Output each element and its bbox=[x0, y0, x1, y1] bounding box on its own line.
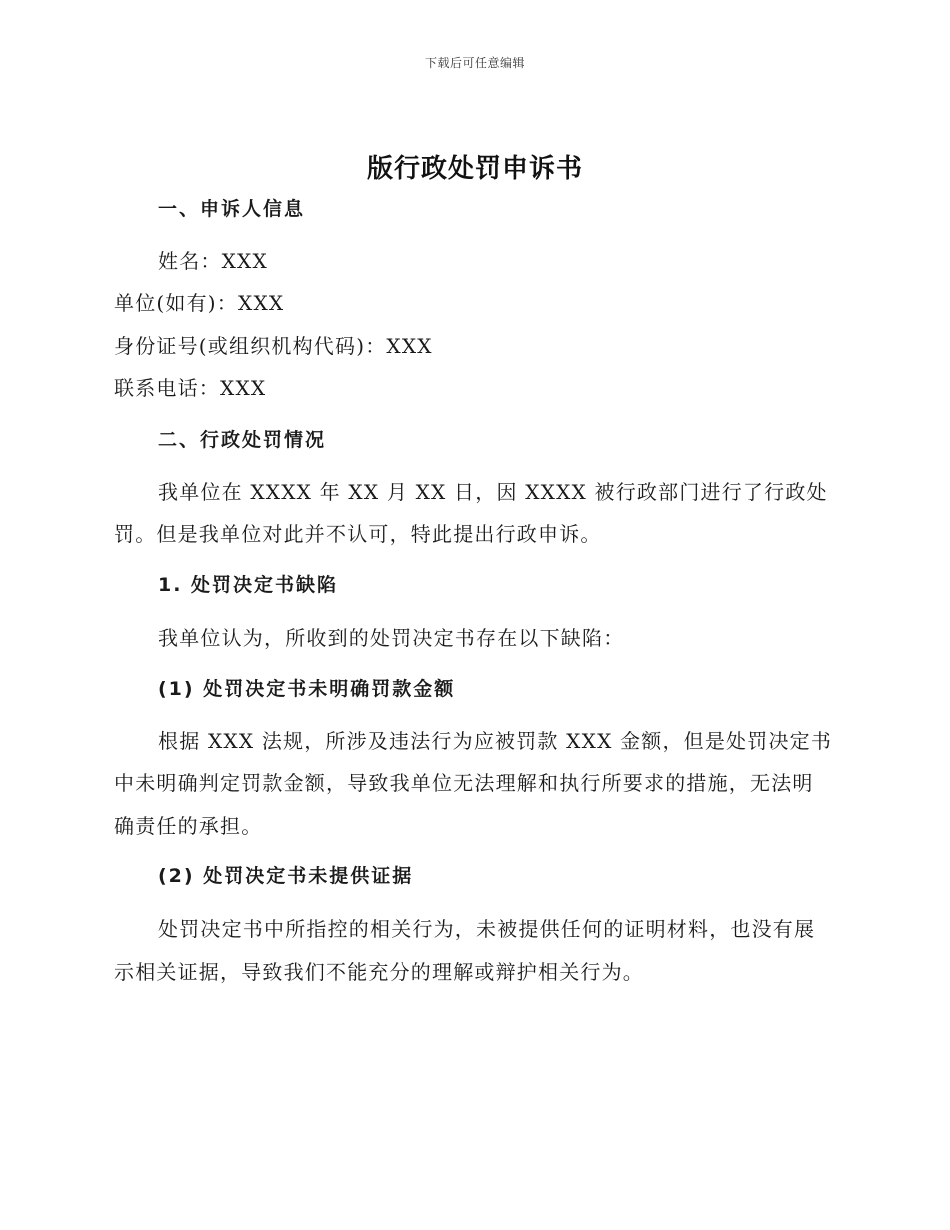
item-heading-no-evidence: (2) 处罚决定书未提供证据 bbox=[158, 865, 414, 887]
penalty-intro-line-1: 我单位在 XXXX 年 XX 月 XX 日，因 XXXX 被行政部门进行了行政处 bbox=[158, 480, 828, 504]
subsection-heading-defects: 1. 处罚决定书缺陷 bbox=[158, 574, 339, 596]
applicant-phone-line: 联系电话：XXX bbox=[114, 376, 267, 400]
applicant-id-line: 身份证号(或组织机构代码)：XXX bbox=[114, 334, 433, 358]
section-heading-applicant-info: 一、申诉人信息 bbox=[158, 198, 306, 220]
defects-intro-text: 我单位认为，所收到的处罚决定书存在以下缺陷： bbox=[158, 626, 625, 650]
item-heading-no-fine-amount: (1) 处罚决定书未明确罚款金额 bbox=[158, 678, 456, 700]
section-heading-penalty-situation: 二、行政处罚情况 bbox=[158, 429, 327, 451]
header-note: 下载后可任意编辑 bbox=[424, 56, 525, 70]
no-fine-amount-line-3: 确责任的承担。 bbox=[114, 814, 263, 838]
no-evidence-line-2: 示相关证据，导致我们不能充分的理解或辩护相关行为。 bbox=[114, 960, 644, 984]
penalty-intro-line-2: 罚。但是我单位对此并不认可，特此提出行政申诉。 bbox=[114, 522, 602, 546]
no-fine-amount-line-1: 根据 XXX 法规，所涉及违法行为应被罚款 XXX 金额，但是处罚决定书 bbox=[158, 729, 833, 753]
no-evidence-line-1: 处罚决定书中所指控的相关行为，未被提供任何的证明材料，也没有展 bbox=[158, 917, 816, 941]
applicant-name-line: 姓名：XXX bbox=[158, 249, 268, 273]
applicant-unit-line: 单位(如有)：XXX bbox=[114, 291, 285, 315]
no-fine-amount-line-2: 中未明确判定罚款金额，导致我单位无法理解和执行所要求的措施，无法明 bbox=[114, 771, 814, 795]
document-title: 版行政处罚申诉书 bbox=[366, 154, 583, 184]
